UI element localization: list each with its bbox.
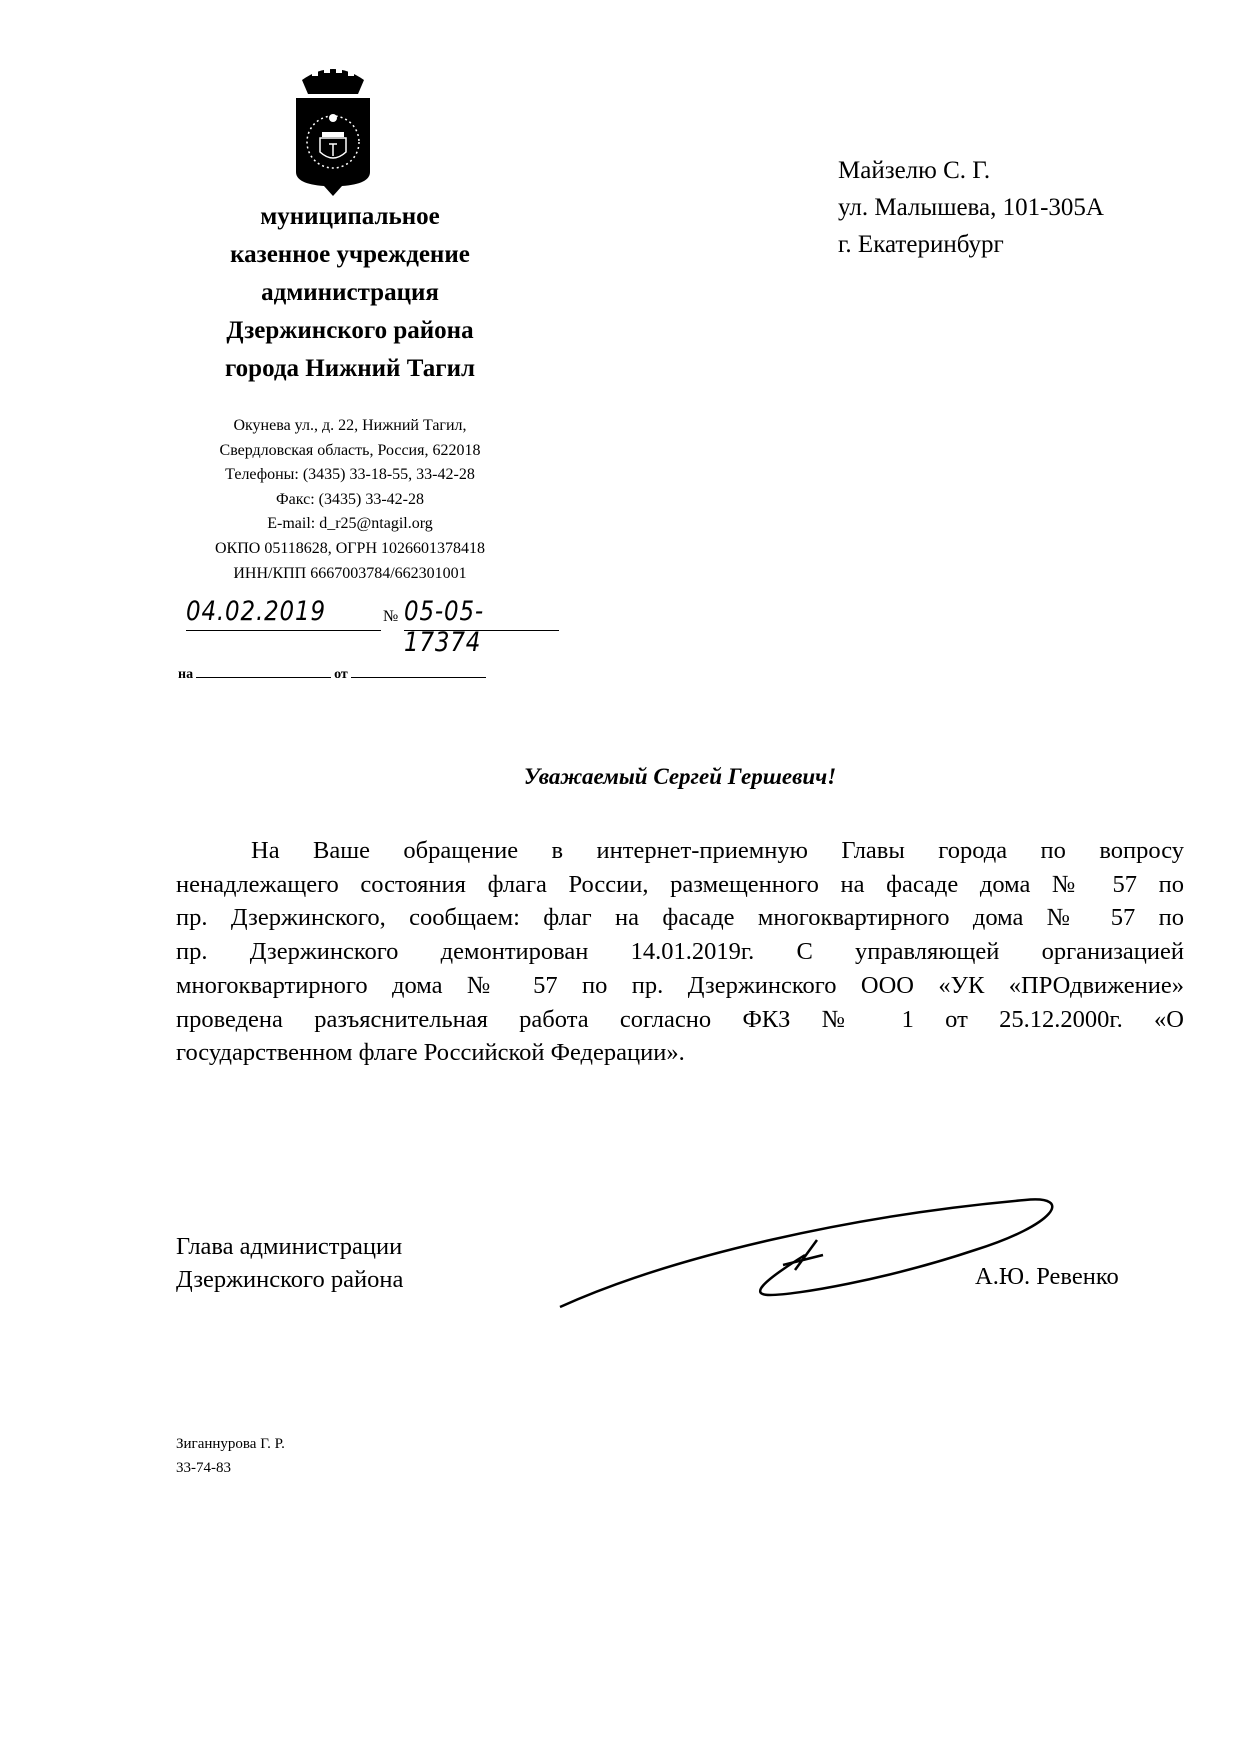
body-line: государственном флаге Российской Федерации». xyxy=(176,1039,685,1067)
address-line: ИНН/КПП 6667003784/662301001 xyxy=(233,564,467,582)
body-line: проведена разъяснительная работа согласно ФКЗ № 1 от 25.12.2000г. «О xyxy=(176,1005,1184,1033)
executor-block xyxy=(176,1432,285,1480)
position-line: Дзержинского района xyxy=(176,1266,404,1293)
address-line: E-mail: d_r25@ntagil.org xyxy=(267,515,433,533)
ref-na-label: на xyxy=(178,667,194,682)
recipient-line: г. Екатеринбург xyxy=(838,231,1004,258)
handwritten-signature xyxy=(555,1195,1075,1310)
recipient-line: ул. Малышева, 101-305А xyxy=(838,194,1104,221)
body-line: пр. Дзержинского, сообщаем: флаг на фасаде многоквартирного дома № 57 по xyxy=(176,904,1184,932)
org-line: казенное учреждение xyxy=(230,241,470,268)
salutation: Уважаемый Сергей Гершевич! xyxy=(523,764,837,789)
coat-of-arms-emblem xyxy=(292,60,374,200)
handwritten-date: 04.02.2019 xyxy=(186,596,326,627)
executor-phone: 33-74-83 xyxy=(176,1460,231,1476)
organization-name xyxy=(200,198,500,388)
address-line: Окунева ул., д. 22, Нижний Тагил, xyxy=(233,417,467,434)
letter-body xyxy=(176,834,1184,1070)
address-line: Телефоны: (3435) 33-18-55, 33-42-28 xyxy=(225,466,475,484)
org-line: Дзержинского района xyxy=(226,317,474,344)
ref-ot-blank xyxy=(351,663,486,678)
handwritten-number: 05-05-17374 xyxy=(404,596,485,658)
reference-line xyxy=(178,663,489,683)
body-line: пр. Дзержинского демонтирован 14.01.2019г. С управляющей организацией xyxy=(176,938,1184,966)
position-line: Глава администрации xyxy=(176,1233,403,1260)
body-line: многоквартирного дома № 57 по пр. Дзержинского ООО «УК «ПРОдвижение» xyxy=(176,971,1184,999)
recipient-line: Майзелю С. Г. xyxy=(838,157,991,184)
outgoing-number xyxy=(404,596,559,658)
number-label: № xyxy=(383,608,399,625)
address-line: Факс: (3435) 33-42-28 xyxy=(276,490,424,508)
signatory-name: А.Ю. Ревенко xyxy=(975,1263,1119,1290)
body-line: На Ваше обращение в интернет-приемную Главы города по вопросу xyxy=(251,837,1184,864)
ref-na-blank xyxy=(196,663,331,678)
recipient-block xyxy=(838,152,1104,263)
address-line: Свердловская область, Россия, 622018 xyxy=(219,441,481,459)
executor-name: Зиганнурова Г. Р. xyxy=(176,1436,285,1452)
ref-ot-label: от xyxy=(334,667,348,682)
address-line: ОКПО 05118628, ОГРН 1026601378418 xyxy=(215,539,485,557)
outgoing-date xyxy=(186,596,381,631)
organization-address xyxy=(165,414,535,586)
org-line: муниципальное xyxy=(260,203,440,230)
body-line: ненадлежащего состояния флага России, размещенного на фасаде дома № 57 по xyxy=(176,870,1184,898)
signatory-position xyxy=(176,1230,403,1296)
org-line: города Нижний Тагил xyxy=(224,355,476,382)
org-line: администрация xyxy=(261,279,439,306)
